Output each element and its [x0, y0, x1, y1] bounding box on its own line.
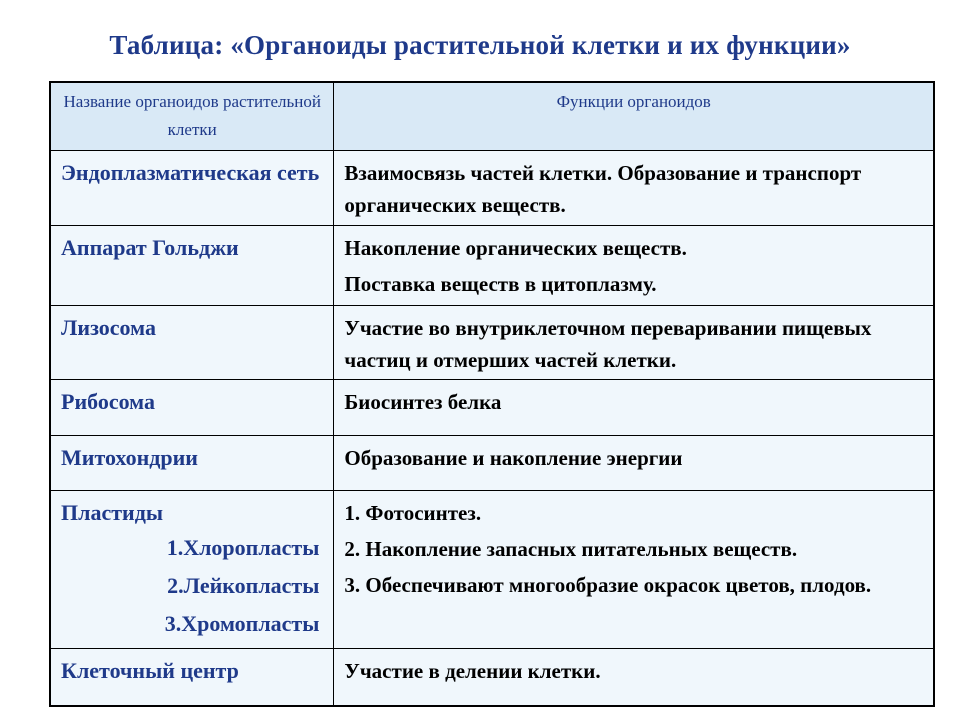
name-cell — [50, 306, 334, 380]
function-text: Взаимосвязь частей клетки. Образование и транспорт органических веществ. — [344, 161, 862, 217]
function-cell — [334, 491, 934, 649]
header-name-label: Название органоидов растительной клетки — [63, 92, 321, 139]
name-cell — [50, 436, 334, 491]
function-cell — [334, 380, 934, 436]
plastid-subitem: 3.Хромопласты — [164, 611, 320, 636]
table-row — [50, 151, 934, 226]
name-cell — [50, 380, 334, 436]
organelle-name: Аппарат Гольджи — [61, 235, 239, 260]
plastid-subitem: 1.Хлоропласты — [166, 535, 320, 560]
function-cell — [334, 649, 934, 707]
function-cell — [334, 306, 934, 380]
function-text: Накопление органических веществ. — [344, 236, 687, 260]
table-row — [50, 649, 934, 707]
organelle-name: Клеточный центр — [61, 658, 239, 683]
function-cell — [334, 436, 934, 491]
function-text: 1. Фотосинтез. — [344, 501, 482, 525]
function-text: Участие во внутриклеточном переваривании пищевых частиц и отмерших частей клетки. — [344, 316, 872, 372]
header-functions-label: Функции органоидов — [556, 92, 711, 111]
organelle-name: Лизосома — [61, 315, 156, 340]
table-row — [50, 491, 934, 649]
header-cell-functions — [334, 82, 934, 151]
name-cell — [50, 649, 334, 707]
table-header-row — [50, 82, 934, 151]
plastid-subitem: 2.Лейкопласты — [167, 573, 320, 598]
function-text: 2. Накопление запасных питательных веществ. — [344, 537, 798, 561]
table-row — [50, 306, 934, 380]
table-row — [50, 380, 934, 436]
header-cell-name — [50, 82, 334, 151]
organelles-table — [49, 81, 935, 707]
organelle-name: Митохондрии — [61, 445, 198, 470]
function-text: Участие в делении клетки. — [344, 659, 601, 683]
name-cell — [50, 151, 334, 226]
function-cell — [334, 226, 934, 306]
function-text: 3. Обеспечивают многообразие окрасок цветов, плодов. — [344, 573, 872, 597]
organelle-name: Рибосома — [61, 389, 156, 414]
function-cell — [334, 151, 934, 226]
function-text: Поставка веществ в цитоплазму. — [344, 272, 657, 296]
table-row — [50, 436, 934, 491]
page-title: Таблица: «Органоиды растительной клетки и их функции» — [109, 30, 851, 60]
function-text: Биосинтез белка — [344, 390, 502, 414]
table-row — [50, 226, 934, 306]
organelle-name: Пластиды — [61, 500, 164, 525]
function-text: Образование и накопление энергии — [344, 446, 683, 470]
name-cell — [50, 491, 334, 649]
name-cell — [50, 226, 334, 306]
organelle-name: Эндоплазматическая сеть — [61, 160, 320, 185]
